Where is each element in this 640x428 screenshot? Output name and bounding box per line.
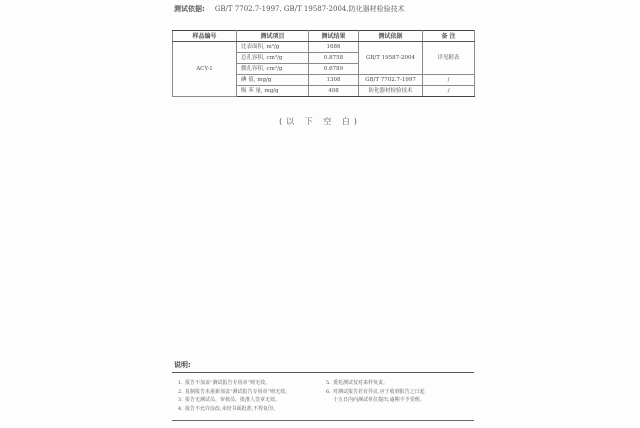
note-item bbox=[326, 379, 466, 388]
col-header-test-result: 测试结果 bbox=[309, 31, 359, 42]
note-item bbox=[326, 388, 466, 397]
note-number: 6. bbox=[326, 388, 331, 395]
results-table bbox=[172, 30, 475, 97]
blank-below-note: (以 下 空 白) bbox=[279, 117, 361, 126]
test-basis-cell: GB/T 7702.7-1997 bbox=[359, 75, 423, 86]
test-basis-cell: 防化器材检验技术 bbox=[359, 86, 423, 97]
test-item-cell: 总孔容积, cm³/g bbox=[237, 53, 309, 64]
note-text: 委托测试仅对来样负责。 bbox=[333, 380, 389, 386]
note-number: 1. bbox=[178, 380, 183, 386]
col-header-remark: 备 注 bbox=[423, 31, 475, 42]
note-text: 报告不加盖“测试报告专用章”则无效。 bbox=[185, 380, 271, 386]
test-item-cell: 比表面积, m²/g bbox=[237, 42, 309, 53]
note-number: 2. bbox=[178, 388, 183, 395]
note-text: 十五日内向测试单位提出,逾期不予受理。 bbox=[333, 397, 425, 404]
test-basis-value: GB/T 7702.7-1997, GB/T 19587-2004,防化器材检验技术 bbox=[214, 5, 405, 13]
note-text: 报告无测试员、审核员、批准人签章无效。 bbox=[185, 397, 281, 404]
table-row bbox=[173, 42, 475, 53]
col-header-sample-id: 样品编号 bbox=[173, 31, 237, 42]
sample-id-cell: ACY-1 bbox=[173, 42, 237, 97]
test-basis-line bbox=[174, 4, 405, 14]
note-item bbox=[178, 405, 328, 414]
test-result-cell: 408 bbox=[309, 86, 359, 97]
note-item bbox=[326, 396, 466, 405]
test-item-cell: 吸 苯 量, mg/g bbox=[237, 86, 309, 97]
notes-divider bbox=[172, 372, 474, 373]
note-text: 对测试报告若有异议,应于收到报告之日起 bbox=[333, 388, 425, 395]
test-result-cell: 1686 bbox=[309, 42, 359, 53]
col-header-test-basis: 测试依据 bbox=[359, 31, 423, 42]
note-number: 5. bbox=[326, 380, 331, 386]
note-item bbox=[178, 379, 328, 388]
notes-bottom-rule bbox=[172, 420, 474, 421]
notes-left-column bbox=[178, 379, 328, 413]
table-header-row bbox=[173, 31, 475, 42]
test-item-cell: 碘 值, mg/g bbox=[237, 75, 309, 86]
notes-title: 说明: bbox=[174, 361, 191, 369]
test-item-cell: 微孔容积, cm³/g bbox=[237, 64, 309, 75]
remark-cell: 详见附表 bbox=[423, 42, 475, 75]
note-text: 复制报告未重新加盖“测试报告专用章”则无效。 bbox=[185, 388, 291, 395]
note-item bbox=[178, 388, 328, 397]
test-basis-label: 测试依据: bbox=[174, 5, 205, 13]
note-text: 报告不允许涂改,未经书面批准,不得复印。 bbox=[185, 405, 279, 412]
remark-cell: / bbox=[423, 86, 475, 97]
test-result-cell: 1308 bbox=[309, 75, 359, 86]
note-number: 4. bbox=[178, 405, 183, 412]
note-number: 3. bbox=[178, 397, 183, 404]
test-basis-cell: GB/T 19587-2004 bbox=[359, 42, 423, 75]
col-header-test-item: 测试项目 bbox=[237, 31, 309, 42]
note-item bbox=[178, 396, 328, 405]
remark-cell: / bbox=[423, 75, 475, 86]
test-result-cell: 0.8758 bbox=[309, 53, 359, 64]
notes-right-column bbox=[326, 379, 466, 405]
test-result-cell: 0.6789 bbox=[309, 64, 359, 75]
